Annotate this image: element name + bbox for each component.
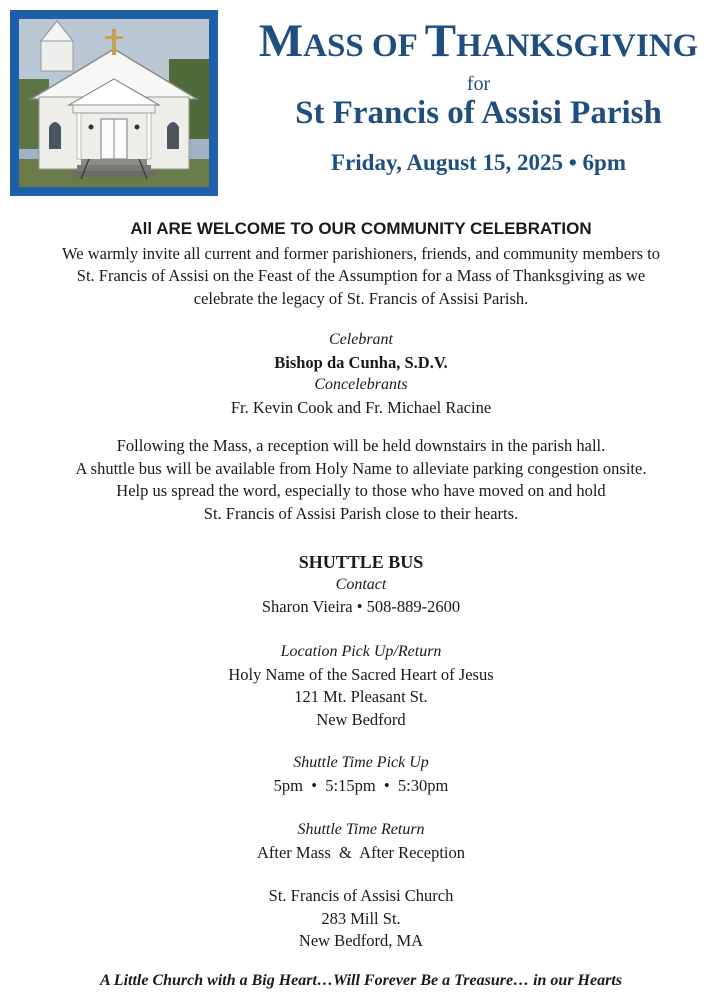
info-line: Following the Mass, a reception will be held downstairs in the parish hall. <box>116 436 606 455</box>
location-line: 121 Mt. Pleasant St. <box>294 687 428 706</box>
location-line: Holy Name of the Sacred Heart of Jesus <box>228 664 494 684</box>
contact-info: Sharon Vieira • 508-889-2600 <box>261 597 461 616</box>
pickup-times: 5pm • 5:15pm • 5:30pm <box>273 775 449 795</box>
welcome-section <box>0 218 722 310</box>
welcome-line: celebrate the legacy of St. Francis of Assisi Parish. <box>193 288 529 308</box>
footer-tagline <box>0 970 722 993</box>
celebrant-name: Bishop da Cunha, S.D.V. <box>274 352 448 372</box>
concelebrants-label: Concelebrants <box>314 376 408 393</box>
info-line: St. Francis of Assisi Parish close to their hearts. <box>203 503 519 523</box>
welcome-heading: All ARE WELCOME TO OUR COMMUNITY CELEBRATION <box>130 219 592 238</box>
info-line: A shuttle bus will be available from Holy Name to alleviate parking congestion onsite. <box>75 458 647 478</box>
celebrant-label: Celebrant <box>329 331 393 348</box>
parish-name: St Francis of Assisi Parish <box>295 95 662 131</box>
location-label: Location Pick Up/Return <box>280 643 442 660</box>
clergy-section <box>0 329 722 419</box>
church-address <box>0 885 722 953</box>
church-photo-frame <box>10 10 218 196</box>
return-times: After Mass & After Reception <box>256 842 466 862</box>
concelebrants-names: Fr. Kevin Cook and Fr. Michael Racine <box>230 397 492 417</box>
event-date: Friday, August 15, 2025 • 6pm <box>331 150 626 175</box>
shuttle-section <box>0 551 722 619</box>
contact-label: Contact <box>335 575 387 593</box>
title-for: for <box>466 73 491 95</box>
pickup-section <box>0 752 722 797</box>
shuttle-heading: SHUTTLE BUS <box>298 552 424 572</box>
address-line: St. Francis of Assisi Church <box>268 886 454 905</box>
event-title: MASS OF THANKSGIVING <box>258 15 699 67</box>
title-block <box>235 12 722 177</box>
church-photo <box>19 19 209 187</box>
welcome-line: We warmly invite all current and former parishioners, friends, and community members to <box>62 243 660 263</box>
return-label: Shuttle Time Return <box>297 821 425 838</box>
location-section <box>0 641 722 731</box>
tagline-text: A Little Church with a Big Heart…Will Forever Be a Treasure… in our Hearts <box>100 972 622 989</box>
info-line: Help us spread the word, especially to those who have moved on and hold <box>116 481 606 500</box>
address-line: New Bedford, MA <box>298 931 424 950</box>
return-section <box>0 819 722 864</box>
location-line: New Bedford <box>316 709 406 729</box>
church-illustration <box>19 19 209 187</box>
welcome-line: St. Francis of Assisi on the Feast of the Assumption for a Mass of Thanksgiving as we <box>76 266 646 285</box>
info-section <box>0 435 722 525</box>
pickup-label: Shuttle Time Pick Up <box>293 754 429 771</box>
address-line: 283 Mill St. <box>321 908 401 928</box>
